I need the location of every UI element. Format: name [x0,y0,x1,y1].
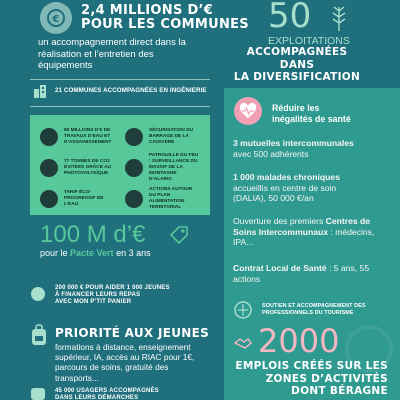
divider [30,106,210,107]
heart-pulse-icon [234,97,262,125]
solar-panel-icon [40,159,58,177]
contrat-text: Contrat Local de Santé : 5 ans, 55 actions [233,263,370,284]
repas-text: 200 000 € POUR AIDER 1 000 JEUNES À FINANCER LEURS REPAS AVEC MON P’TIT PANIER [55,285,170,305]
pacte-label: pour le Pacte Vert en 3 ans [40,248,151,258]
grid-item: TARIF ÉCO-PROGRESSIF DE L’EAU [40,185,115,212]
backpack-icon [30,324,48,346]
water-tap-icon [40,190,58,208]
exploitations-desc: ACCOMPAGNÉES DANS LA DIVERSIFICATION [233,46,361,83]
usagers-text: 45 000 USAGERS ACCOMPAGNÉS DANS LEURS DÉMARCHES [55,388,159,400]
millions-heading-line1: 2,4 MILLIONS D’€ [81,3,214,18]
grid-item: SÉCURISATION DU BARRAGE DE LA CAVAYÈRE [125,123,200,150]
exploitations-number: 50 [268,0,312,36]
actions-grid-box [30,115,210,215]
exploitations-word: EXPLOITATIONS [268,35,350,47]
mutuelles-text: 3 mutuelles intercommunales avec 500 adhérents [233,138,354,159]
fire-patrol-icon [125,159,143,177]
water-works-icon [40,128,58,146]
jeunes-title: PRIORITÉ AUX JEUNES [55,326,210,340]
grid-item: ACTIONS AUTOUR DU PLAN ALIMENTATION TERRITORIAL [125,185,200,212]
emplois-number: 2000 [258,322,340,360]
tourisme-text: SOUTIEN ET ACCOMPAGNEMENT DES PROFESSIONNELS DU TOURISME [262,303,366,316]
handshake-icon [233,333,253,353]
grid-item: PATROUILLE DU FEU : SURVEILLANCE DU MASSIF DE LA MONTAGNE D’ALARIC [125,154,200,181]
buildings-icon [33,83,49,99]
millions-heading-line2: POUR LES COMMUNES [81,17,249,32]
grid-item: 80 MILLIONS D’€ DE TRAVAUX D’EAU ET D’ASSAINISSEMENT [40,123,115,150]
users-icon [31,388,45,400]
millions-heading [81,4,249,32]
grid-item: 77 TONNES DE CO2 ÉVITÉES GRÂCE AU PHOTOVOLTAÏQUE [40,154,115,181]
centres-text: Ouverture des premiers Centres de Soins Intercommunaux : médecins, IPA... [233,216,375,248]
svg-text:€: € [52,14,60,25]
price-tag-icon [168,224,190,246]
wheat-icon [322,3,356,33]
pacte-amount: 100 M d’€ [40,221,146,248]
euro-coins-icon [40,2,72,34]
emplois-desc: EMPLOIS CRÉÉS SUR LES ZONES D’ACTIVITÉS DONT BÉRAGNE [235,360,388,397]
jeunes-desc: formations à distance, enseignement supérieur, IA, accès au RIAC pour 1€, parcours de soins, gratuité des transports... [55,342,195,383]
tourism-icon [233,300,253,320]
maladies-text: 1 000 malades chroniques accueillis en centre de soin (DALIA), 50 000 €/an [233,172,340,204]
food-basket-icon [31,287,45,301]
divider [30,79,210,80]
dam-icon [125,128,143,146]
food-plan-icon [125,190,143,208]
actions-grid [40,123,210,212]
millions-description: un accompagnement direct dans la réalisation et l’entretien des équipements [38,37,186,71]
sante-title: Réduire les inégalités de santé [272,103,351,124]
ingenierie-text: 21 COMMUNES ACCOMPAGNÉES EN INGÉNIERIE [55,87,207,94]
